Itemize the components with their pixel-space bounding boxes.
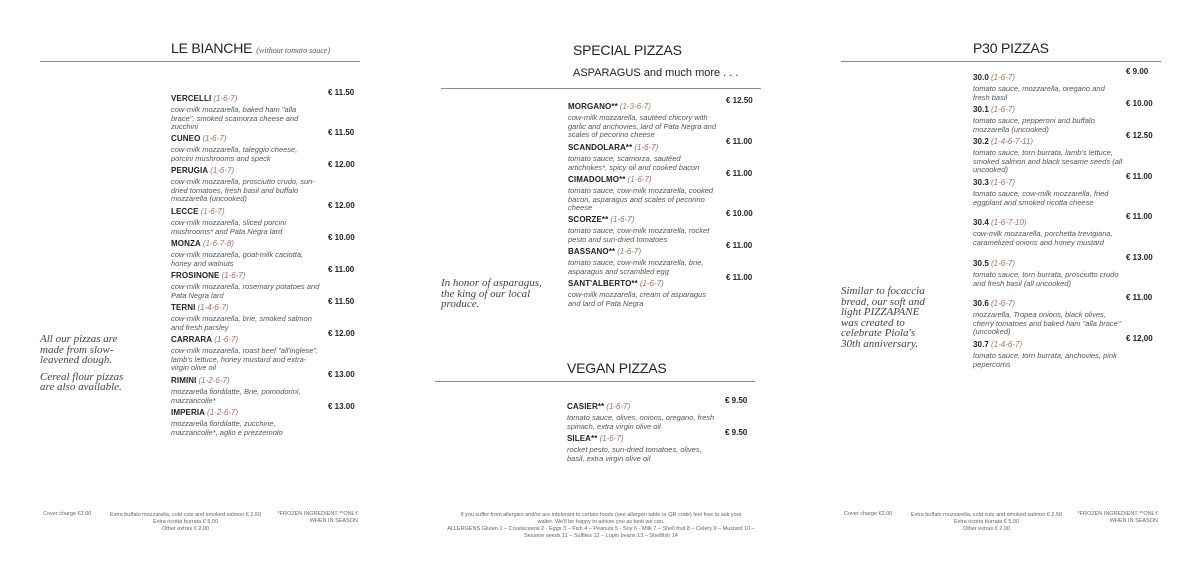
item-heading bbox=[973, 293, 1200, 311]
item-heading bbox=[973, 99, 1200, 117]
menu-item-silea bbox=[567, 428, 807, 463]
item-description: cow-milk mozzarella, baked ham "alla brace", smoked scamorza cheese and zucchini bbox=[171, 105, 299, 132]
item-heading bbox=[171, 402, 411, 420]
allergy-line2: waiter. We'll be happy to advise you as best we can. bbox=[537, 519, 665, 525]
menu-item-30-0 bbox=[973, 67, 1200, 102]
item-name: SCORZE** bbox=[568, 215, 609, 224]
item-price: € 11.00 bbox=[726, 241, 753, 250]
item-price: € 9.50 bbox=[725, 396, 748, 405]
item-description: mozzarella fiordilatte, zucchine, mazzancolle*, aglio e prezzemolo bbox=[171, 419, 283, 437]
item-heading bbox=[171, 128, 411, 146]
menu-item-morgano bbox=[568, 96, 808, 140]
item-allergen-code: (1-6-7) bbox=[606, 402, 631, 411]
menu-item-30-4 bbox=[973, 212, 1200, 247]
item-allergen-code: (1-6-7) bbox=[634, 143, 659, 152]
item-description: cow-milk mozzarella, brie, smoked salmon and fresh parsley bbox=[171, 314, 312, 332]
item-allergen-code: (1-6-7) bbox=[214, 335, 239, 344]
item-heading bbox=[973, 172, 1200, 190]
item-name: CARRARA bbox=[171, 335, 213, 344]
item-price: € 12,00 bbox=[1126, 334, 1153, 343]
vegan-pizzas-title: VEGAN PIZZAS bbox=[567, 360, 667, 376]
menu-item-30-6 bbox=[973, 293, 1200, 337]
right-extras-line1: Extra buffalo mozzarella, cold cuts and smoked salmon € 2.50 bbox=[910, 512, 1063, 518]
item-heading bbox=[568, 169, 808, 187]
item-description: cow-milk mozzarella, prosciutto crudo, sun-dried tomatoes, fresh basil and buffalo mozzarella (uncooked) bbox=[171, 177, 315, 204]
item-name: RIMINI bbox=[171, 376, 197, 385]
item-price: € 11.50 bbox=[328, 88, 355, 97]
special-pizzas-title: SPECIAL PIZZAS bbox=[573, 42, 682, 58]
item-name: 30.0 bbox=[973, 73, 989, 82]
item-description: tomato sauce, torn burrata, anchovies, pink pepercorns bbox=[973, 351, 1117, 369]
item-name: PERUGIA bbox=[171, 166, 209, 175]
menu-item-monza bbox=[171, 233, 411, 268]
right-cover-charge: Cover charge €2.00 bbox=[844, 511, 893, 517]
item-allergen-code: (1-6-7) bbox=[990, 178, 1015, 187]
dough-slogan bbox=[40, 334, 140, 393]
item-allergen-code: (1-6-7) bbox=[617, 247, 642, 256]
menu-item-scorze bbox=[568, 209, 808, 244]
item-allergen-code: (1-6-7) bbox=[610, 215, 635, 224]
item-price: € 11.00 bbox=[328, 265, 355, 274]
item-allergen-code: (1-6-7) bbox=[200, 207, 225, 216]
item-name: CUNEO bbox=[171, 134, 201, 143]
left-frozen-note bbox=[268, 511, 358, 525]
item-allergen-code: (1-6-7) bbox=[639, 279, 664, 288]
item-allergen-code: (1-6-7-8) bbox=[202, 239, 234, 248]
menu-item-30-1 bbox=[973, 99, 1200, 134]
dough-slogan-line2: Cereal flour pizzas are also available. bbox=[40, 370, 124, 393]
item-description: tomato sauce, olives, onions, oregano, fresh spinach, extra virgin olive oil bbox=[567, 413, 715, 431]
item-price: € 10.00 bbox=[328, 233, 355, 242]
menu-item-lecce bbox=[171, 201, 411, 236]
item-heading bbox=[568, 273, 808, 291]
item-allergen-code: (1-6-7) bbox=[990, 73, 1015, 82]
item-allergen-code: (1-6-7) bbox=[221, 271, 246, 280]
item-name: MONZA bbox=[171, 239, 201, 248]
menu-item-cuneo bbox=[171, 128, 411, 163]
item-price: € 11.50 bbox=[328, 297, 355, 306]
item-description: rocket pesto, sun-dried tomatoes, olives, basil, extra virgin olive oil bbox=[567, 445, 702, 463]
item-heading bbox=[171, 297, 411, 315]
le-bianche-subtitle: (without tomato sauce) bbox=[256, 46, 331, 55]
item-description: tomato sauce, torn burrata, prosciutto crudo and fresh basil (all uncooked) bbox=[973, 270, 1119, 288]
item-price: € 13.00 bbox=[328, 402, 355, 411]
allergy-note bbox=[436, 512, 766, 540]
item-heading bbox=[171, 329, 411, 347]
allergy-line1: If you suffer from allergies and/or are intolerant to certain foods (see allergen table or QR code) feel free to ask your bbox=[460, 512, 742, 518]
item-description: tomato sauce, cow-milk mozzarella, fried eggplant and smoked ricotta cheese bbox=[973, 189, 1109, 207]
menu-item-frosinone bbox=[171, 265, 411, 300]
item-allergen-code: (1-4-6-7) bbox=[197, 303, 229, 312]
item-name: SILEA** bbox=[567, 434, 598, 443]
item-name: VERCELLI bbox=[171, 94, 212, 103]
menu-item-rimini bbox=[171, 370, 411, 405]
allergy-line4: Sesame seeds 11 – Sulfites 12 – Lupin beans 13 – Shellfish 14 bbox=[524, 533, 678, 539]
item-description: tomato sauce, mozzarella, oregano and fresh basil bbox=[973, 84, 1105, 102]
item-heading bbox=[973, 212, 1200, 230]
right-frozen-note bbox=[1068, 511, 1158, 525]
item-name: SCANDOLARA** bbox=[568, 143, 633, 152]
item-allergen-code: (1-6-7) bbox=[202, 134, 227, 143]
item-name: TERNI bbox=[171, 303, 196, 312]
left-extras-note bbox=[108, 512, 263, 533]
item-heading bbox=[973, 131, 1200, 149]
menu-item-30-3 bbox=[973, 172, 1200, 207]
p30-divider bbox=[841, 61, 1161, 62]
item-price: € 12.50 bbox=[1126, 131, 1153, 140]
item-allergen-code: (1-4-6-7-11) bbox=[990, 137, 1034, 146]
p30-pizzas-title: P30 PIZZAS bbox=[973, 40, 1049, 56]
item-price: € 11.00 bbox=[726, 169, 753, 178]
item-description: cow-milk mozzarella, rosemary potatoes and Pata Negra lard bbox=[171, 282, 320, 300]
item-description: tomato sauce, scamorza, sautéed artichokes*, spicy oil and cooked bacon bbox=[568, 154, 700, 172]
item-description: cow-milk mozzarella, taleggio cheese, porcini mushrooms and speck bbox=[171, 145, 298, 163]
item-name: FROSINONE bbox=[171, 271, 220, 280]
menu-item-30-7 bbox=[973, 334, 1200, 369]
left-extras-line2: Extra ricotta burrata € 5.00 bbox=[152, 519, 219, 525]
item-description: tomato sauce, cow-milk mozzarella, brie, asparagus and scrambled egg bbox=[568, 258, 704, 276]
item-allergen-code: (1-4-6-7) bbox=[990, 340, 1023, 349]
vegan-divider bbox=[435, 381, 755, 382]
item-description: tomato sauce, cow-milk mozzarella, cooked bacon, asparagus and scales of pecorino cheese bbox=[568, 186, 714, 213]
item-name: CIMADOLMO** bbox=[568, 175, 626, 184]
right-frozen-line1: *FROZEN INGREDIENT **ONLY bbox=[1077, 511, 1158, 517]
item-description: tomato sauce, cow-milk mozzarella, rocket pesto and sun-dried tomatoes bbox=[568, 226, 710, 244]
item-price: € 11.00 bbox=[1126, 293, 1153, 302]
item-allergen-code: (1-6-7) bbox=[213, 94, 238, 103]
item-description: cow-milk mozzarella, porchetta trevigiana, caramelized onions and honey mustard bbox=[973, 229, 1113, 247]
menu-item-carrara bbox=[171, 329, 411, 373]
item-price: € 10.00 bbox=[726, 209, 753, 218]
special-pizzas-subtitle: ASPARAGUS and much more . . . bbox=[573, 67, 739, 79]
item-name: 30.2 bbox=[973, 137, 989, 146]
left-frozen-line1: *FROZEN INGREDIENT **ONLY bbox=[277, 511, 358, 517]
item-price: € 13.00 bbox=[328, 370, 355, 379]
item-name: 30.5 bbox=[973, 259, 989, 268]
item-description: mozzarella, Tropea onions, black olives, cherry tomatoes and baked ham "alla brace" (uncooked) bbox=[973, 310, 1121, 337]
item-price: € 11.50 bbox=[328, 128, 355, 137]
menu-item-30-5 bbox=[973, 253, 1200, 288]
pizzapane-slogan: Similar to focaccia bread, our soft and light PIZZAPANE was created to celebrate Piola's 30th anniversary. bbox=[841, 285, 925, 350]
menu-item-vercelli bbox=[171, 88, 411, 132]
menu-item-30-2 bbox=[973, 131, 1200, 175]
left-divider bbox=[40, 61, 360, 62]
item-description: cow-milk mozzarella, cream of asparagus and lard of Pata Negra bbox=[568, 290, 706, 308]
left-extras-line3: Other extras € 2.00 bbox=[161, 526, 210, 532]
item-heading bbox=[171, 160, 411, 178]
menu-item-scandolara bbox=[568, 137, 808, 172]
item-name: IMPERIA bbox=[171, 408, 206, 417]
item-price: € 12.00 bbox=[328, 160, 355, 169]
item-description: cow-milk mozzarella, roast beef "all'inglese", lamb's lettuce, honey mustard and extra-virgin olive oil bbox=[171, 346, 319, 373]
item-allergen-code: (1-2-6-7) bbox=[207, 408, 239, 417]
item-description: cow-milk mozzarella, sautéed chicory with garlic and anchovies, lard of Pata Negra and scales of pecorino cheese bbox=[568, 113, 717, 140]
menu-item-bassano bbox=[568, 241, 808, 276]
item-name: LECCE bbox=[171, 207, 199, 216]
item-name: SANT'ALBERTO** bbox=[568, 279, 638, 288]
item-price: € 12.00 bbox=[328, 201, 355, 210]
item-name: 30.1 bbox=[973, 105, 989, 114]
item-name: CASIER** bbox=[567, 402, 605, 411]
item-heading bbox=[171, 265, 411, 283]
item-heading bbox=[568, 209, 808, 227]
item-allergen-code: (1-6-7) bbox=[627, 175, 652, 184]
item-price: € 10.00 bbox=[1126, 99, 1153, 108]
item-allergen-code: (1-6-7) bbox=[990, 259, 1015, 268]
item-heading bbox=[171, 201, 411, 219]
le-bianche-title bbox=[171, 40, 330, 56]
menu-item-sant-alberto bbox=[568, 273, 808, 308]
item-name: 30.3 bbox=[973, 178, 989, 187]
item-description: tomato sauce, torn burrata, lamb's lettuce, smoked salmon and black sesame seeds (all uncooked) bbox=[973, 148, 1123, 175]
item-price: € 12.00 bbox=[328, 329, 355, 338]
item-heading bbox=[973, 253, 1200, 271]
item-price: € 11.00 bbox=[1126, 212, 1153, 221]
item-heading bbox=[973, 67, 1200, 85]
item-description: tomato sauce, pepperoni and buffalo mozzarella (uncooked) bbox=[973, 116, 1095, 134]
right-extras-line2: Extra ricotta burrata € 5.00 bbox=[953, 519, 1020, 525]
dough-slogan-line1: All our pizzas are made from slow-leavened dough. bbox=[40, 333, 118, 366]
item-allergen-code: (1-3-6-7) bbox=[619, 102, 651, 111]
item-description: mozzarella fiordilatte, Brie, pomodorini, mazzancolle* bbox=[171, 387, 301, 405]
asparagus-slogan: In honor of asparagus, the king of our local produce. bbox=[441, 277, 542, 310]
item-allergen-code: (1-6-7) bbox=[599, 434, 624, 443]
menu-item-terni bbox=[171, 297, 411, 332]
left-extras-line1: Extra buffalo mozzarella, cold cuts and smoked salmon € 2.50 bbox=[109, 512, 262, 518]
item-price: € 11.00 bbox=[726, 137, 753, 146]
menu-item-cimadolmo bbox=[568, 169, 808, 213]
item-heading bbox=[171, 88, 411, 106]
item-heading bbox=[567, 396, 807, 414]
item-price: € 11.00 bbox=[1126, 172, 1153, 181]
right-extras-line3: Other extras € 2.00 bbox=[962, 526, 1011, 532]
item-allergen-code: (1-6-7) bbox=[990, 299, 1015, 308]
item-description: cow-milk mozzarella, goat-milk caciotta, honey and walnuts bbox=[171, 250, 304, 268]
item-allergen-code: (1-6-7) bbox=[990, 105, 1015, 114]
menu-item-perugia bbox=[171, 160, 411, 204]
item-price: € 12.50 bbox=[726, 96, 753, 105]
item-heading bbox=[973, 334, 1200, 352]
item-price: € 9.50 bbox=[725, 428, 748, 437]
item-heading bbox=[568, 241, 808, 259]
special-divider bbox=[441, 88, 761, 89]
item-name: MORGANO** bbox=[568, 102, 618, 111]
allergy-line3: ALLERGENS Gluten 1 – Crustaceans 2 - Eggs 3 – Fish 4 – Peanuts 5 - Soy 6 - Milk 7 – Shell fruit 8 – Celery 9 – Mustard 10 – bbox=[447, 526, 755, 532]
item-heading bbox=[171, 233, 411, 251]
item-allergen-code: (1-2-6-7) bbox=[198, 376, 230, 385]
item-heading bbox=[568, 96, 808, 114]
item-name: 30.4 bbox=[973, 218, 989, 227]
item-price: € 9.00 bbox=[1126, 67, 1149, 76]
left-cover-charge: Cover charge €2.00 bbox=[43, 511, 92, 517]
left-frozen-line2: WHEN IN SEASON bbox=[309, 518, 358, 524]
menu-item-casier bbox=[567, 396, 807, 431]
le-bianche-title-text: LE BIANCHE bbox=[171, 40, 253, 56]
item-heading bbox=[568, 137, 808, 155]
item-heading bbox=[567, 428, 807, 446]
item-price: € 13.00 bbox=[1126, 253, 1153, 262]
item-name: 30.6 bbox=[973, 299, 989, 308]
right-extras-note bbox=[909, 512, 1064, 533]
item-heading bbox=[171, 370, 411, 388]
item-price: € 11.00 bbox=[726, 273, 753, 282]
right-frozen-line2: WHEN IN SEASON bbox=[1109, 518, 1158, 524]
item-allergen-code: (1-6-7) bbox=[210, 166, 235, 175]
item-allergen-code: (1-6-7-10) bbox=[990, 218, 1027, 227]
item-name: BASSANO** bbox=[568, 247, 616, 256]
item-description: cow-milk mozzarella, sliced porcini mushrooms* and Pata Negra lard bbox=[171, 218, 287, 236]
menu-item-imperia bbox=[171, 402, 411, 437]
item-name: 30.7 bbox=[973, 340, 989, 349]
